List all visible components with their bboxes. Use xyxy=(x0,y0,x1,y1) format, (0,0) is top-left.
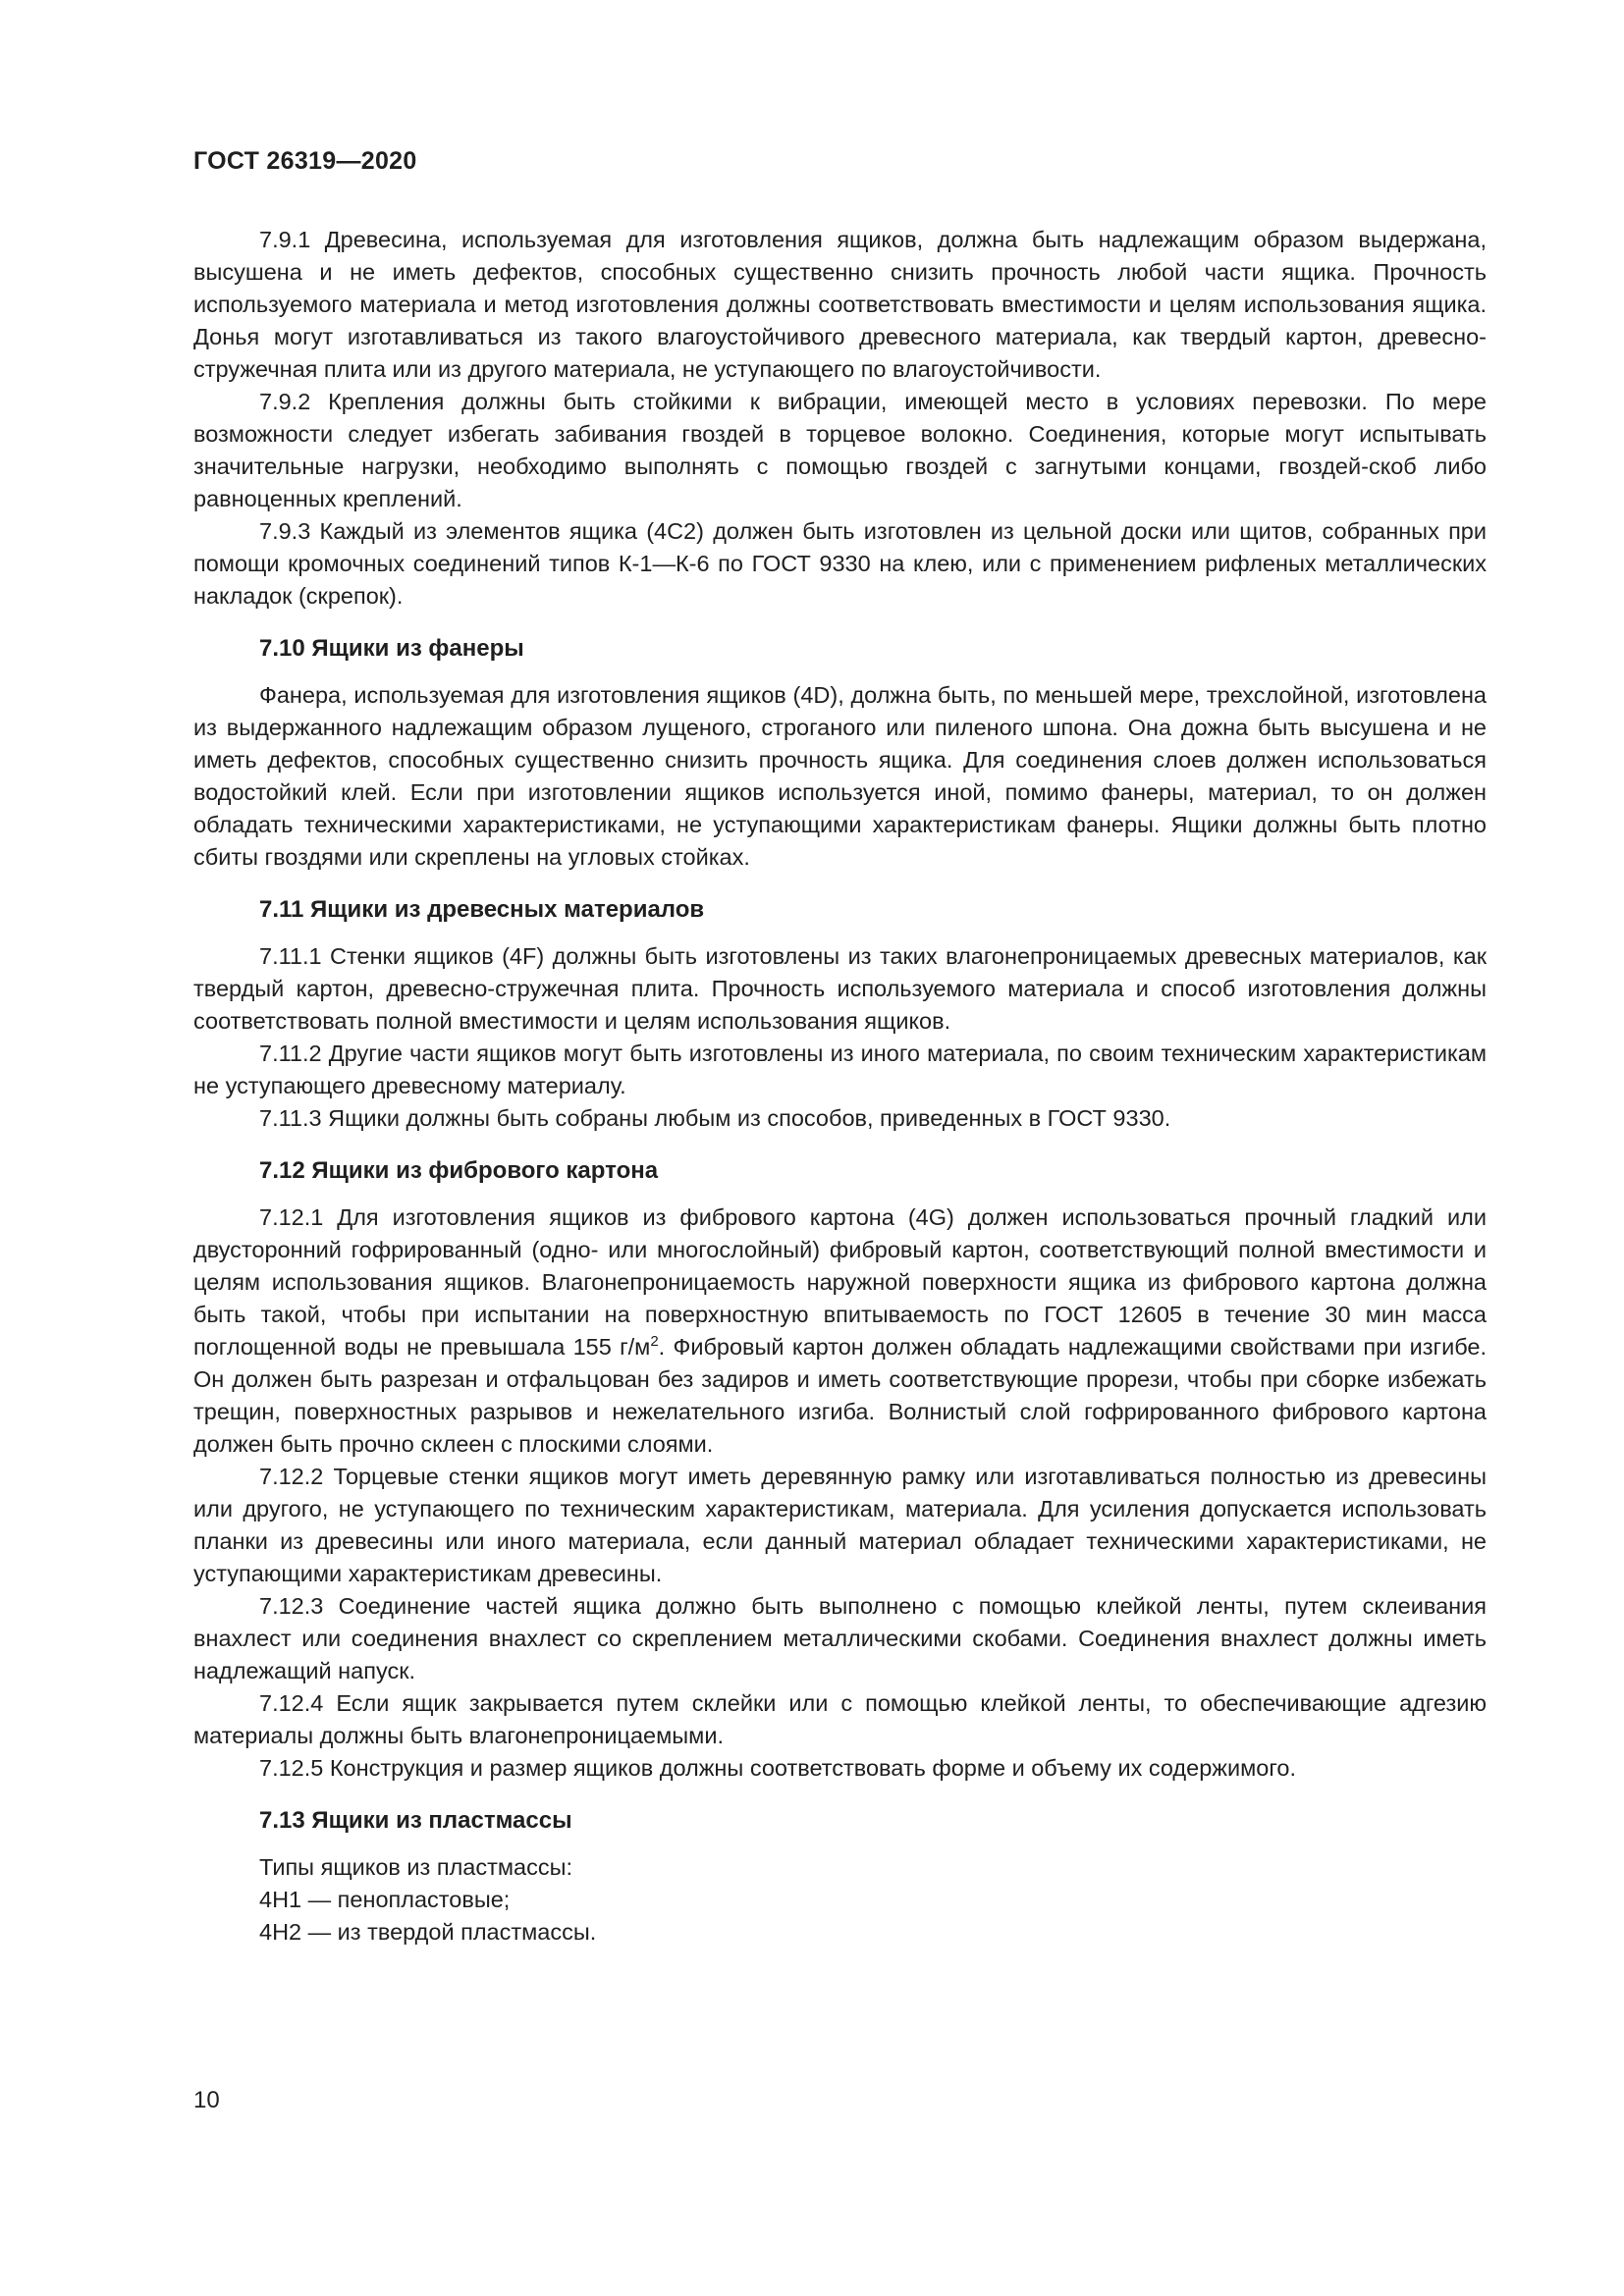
list-item: 4Н1 — пенопластовые; xyxy=(259,1887,511,1912)
paragraph-7-12-3: 7.12.3 Соединение частей ящика должно быть выполнено с помощью клейкой ленты, путем склеивания внахлест или соединения внахлест со скреплением металлическими скобами. Соединения внахлест должны иметь надлежащий напуск. xyxy=(193,1593,1487,1683)
heading-7-12: 7.12 Ящики из фибрового картона xyxy=(259,1157,659,1184)
heading-7-11: 7.11 Ящики из древесных материалов xyxy=(259,896,705,923)
list-item: 4Н2 — из твердой пластмассы. xyxy=(259,1919,597,1945)
paragraph-7-12-1-part-b: . Фибровый картон должен обладать надлежащими свойствами при изгибе. Он должен быть разрезан и отфальцован без задиров и иметь соответствующие прорези, чтобы при сборке избежать трещин, поверхностных разрывов и нежелательного изгиба. Волнистый слой гофрированного фибрового картона должен быть прочно склеен с плоскими слоями. xyxy=(193,1334,1487,1457)
document-header: ГОСТ 26319—2020 xyxy=(193,147,417,175)
paragraph-7-9-3: 7.9.3 Каждый из элементов ящика (4С2) должен быть изготовлен из цельной доски или щитов, собранных при помощи кромочных соединений типов К-1—К-6 по ГОСТ 9330 на клею, или с применением рифленых металлических накладок (скрепок). xyxy=(193,518,1487,609)
paragraph-7-9-2: 7.9.2 Крепления должны быть стойкими к вибрации, имеющей место в условиях перевозки. По мере возможности следует избегать забивания гвоздей в торцевое волокно. Соединения, которые могут испытывать значительные нагрузки, необходимо выполнять с помощью гвоздей с загнутыми концами, гвоздей-скоб либо равноценных креплений. xyxy=(193,389,1487,511)
paragraph-7-9-1: 7.9.1 Древесина, используемая для изготовления ящиков, должна быть надлежащим образом выдержана, высушена и не иметь дефектов, способных существенно снизить прочность любой части ящика. Прочность используемого материала и метод изготовления должны соответствовать вместимости и целям использования ящика. Донья могут изготавливаться из такого влагоустойчивого древесного материала, как твердый картон, древесно-стружечная плита или из другого материала, не уступающего по влагоустойчивости. xyxy=(193,227,1487,382)
document-body xyxy=(193,224,1487,1949)
page-number: 10 xyxy=(193,2087,220,2113)
paragraph-7-11-1: 7.11.1 Стенки ящиков (4F) должны быть изготовлены из таких влагонепроницаемых древесных материалов, как твердый картон, древесно-стружечная плита. Прочность используемого материала и способ изготовления должны соответствовать полной вместимости и целям использования ящиков. xyxy=(193,943,1487,1034)
paragraph-7-12-5: 7.12.5 Конструкция и размер ящиков должны соответствовать форме и объему их содержимого. xyxy=(259,1755,1296,1781)
paragraph-7-10: Фанера, используемая для изготовления ящиков (4D), должна быть, по меньшей мере, трехслойной, изготовлена из выдержанного надлежащим образом лущеного, строганого или пиленого шпона. Она дожна быть высушена и не иметь дефектов, способных существенно снизить прочность ящика. Для соединения слоев должен использоваться водостойкий клей. Если при изготовлении ящиков используется иной, помимо фанеры, материал, то он должен обладать техническими характеристиками, не уступающими характеристикам фанеры. Ящики должны быть плотно сбиты гвоздями или скреплены на угловых стойках. xyxy=(193,682,1487,870)
paragraph-7-11-3: 7.11.3 Ящики должны быть собраны любым из способов, приведенных в ГОСТ 9330. xyxy=(259,1105,1171,1131)
superscript-two: 2 xyxy=(650,1333,659,1351)
heading-7-10: 7.10 Ящики из фанеры xyxy=(259,635,524,662)
paragraph-7-12-1-part-a: 7.12.1 Для изготовления ящиков из фибрового картона (4G) должен использоваться прочный гладкий или двусторонний гофрированный (одно- или многослойный) фибровый картон, соответствующий полной вместимости и целям использования ящиков. Влагонепроницаемость наружной поверхности ящика из фибрового картона должна быть такой, чтобы при испытании на поверхностную впитываемость по ГОСТ 12605 в течение 30 мин масса поглощенной воды не превышала 155 г/м xyxy=(193,1204,1487,1360)
list-intro: Типы ящиков из пластмассы: xyxy=(259,1854,573,1880)
paragraph-7-12-4: 7.12.4 Если ящик закрывается путем склейки или с помощью клейкой ленты, то обеспечивающие адгезию материалы должны быть влагонепроницаемыми. xyxy=(193,1690,1487,1748)
paragraph-7-11-2: 7.11.2 Другие части ящиков могут быть изготовлены из иного материала, по своим техническим характеристикам не уступающего древесному материалу. xyxy=(193,1041,1487,1098)
paragraph-7-12-1 xyxy=(193,1201,1487,1461)
paragraph-7-12-2: 7.12.2 Торцевые стенки ящиков могут иметь деревянную рамку или изготавливаться полностью из древесины или другого, не уступающего по техническим характеристикам, материала. Для усиления допускается использовать планки из древесины или иного материала, если данный материал обладает техническими характеристиками, не уступающими характеристикам древесины. xyxy=(193,1464,1487,1586)
heading-7-13: 7.13 Ящики из пластмассы xyxy=(259,1807,572,1834)
